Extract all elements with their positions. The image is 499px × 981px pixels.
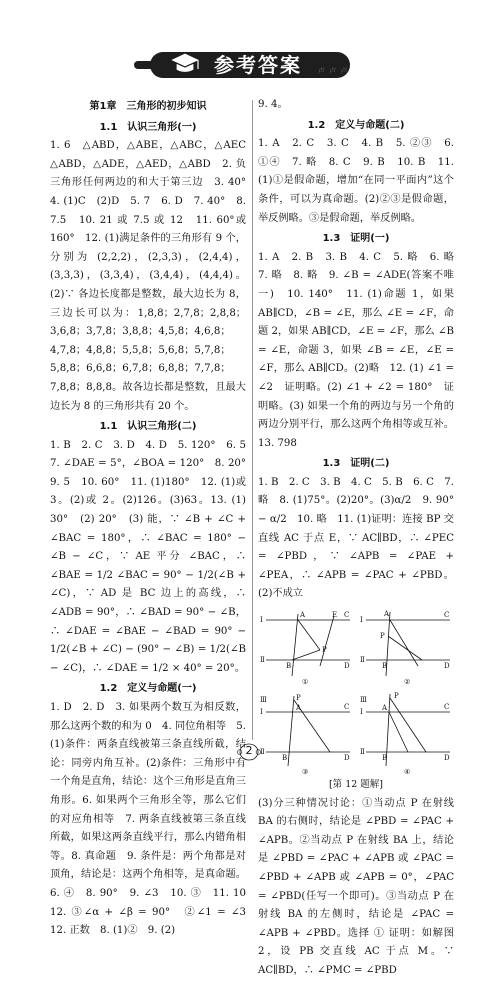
figure-label: Ⅲ (360, 696, 367, 705)
figure-label: C (344, 703, 350, 712)
figure-label: Ⅱ (260, 748, 265, 757)
figure-label: B (382, 662, 388, 671)
figure-label: D (344, 754, 350, 763)
figure-label: ① (302, 678, 309, 687)
figure-label: Ⅰ (260, 708, 263, 717)
page-number-text: 2 (245, 744, 253, 757)
graduation-cap-icon (168, 50, 202, 78)
section-answers: 1. D 2. D 3. 如果两个数互为相反数，那么这两个数的和为 0 4. 同位角相等 5. (1)条件：两条直线被第三条直线所截，结论：同旁内角互补。(2)条件：三角形中有一个角是直角，结论：这个三角形是直角三角形。6. 如果两个三角形全等，那么它们的对应角相等 7. 两条直线被第三条直线所截，如果这两条直线平行，那么内错角相等。8. 真命题 9. 条件是：两个角都是对顶角，结论是：这两个角相等，是真命题。6. ④ 8. 90° 9. ∠3 10. ③ 11. 10 12. ③∠α + ∠β = 90° ②∠1 = ∠3 12. 正数 8. (1)② 9. (2) (50, 702, 257, 937)
figure-label: C (444, 611, 450, 620)
geometry-figures (258, 606, 454, 776)
figure-label: Ⅱ (260, 656, 265, 665)
parallel-lines-diagram (258, 606, 454, 776)
section-heading: 1.2 定义与命题(一) (99, 683, 197, 695)
figure-label: A (296, 704, 302, 713)
figure-label: A (300, 611, 306, 620)
figure-label: A (384, 610, 390, 619)
section-heading: 1.1 认识三角形(二) (99, 421, 197, 433)
section-heading: 1.1 认识三角形(一) (99, 121, 197, 133)
section-answers: 1. A 2. C 3. C 4. B 5. ②③ 6. ①④ 7. 略 8. C 9. B 10. B 11. (1)①是假命题，增加“在同一平面内”这个条件，可以为真命题。(2)②③是假命题，举反例略。③是假命题，举反例略。 (258, 138, 454, 224)
figure-label: B (382, 754, 388, 763)
answer-key-banner (0, 0, 499, 92)
figure-caption: [第 12 题解] (328, 779, 384, 791)
figure-label: D (444, 662, 450, 671)
figure-label: P (296, 694, 301, 703)
column-divider (252, 100, 253, 740)
figure-label: D (344, 662, 350, 671)
section-answers: 1. B 2. C 3. D 4. D 5. 120° 6. 5 7. ∠DAE = 5°，∠BOA = 120° 8. 20° 9. 5 10. 60° 11. (1)180° 12. (1)或 3。(2)或 2。(2)126。(3)63。13. (1) 30° (2) 20° (3) 能，∵ ∠B + ∠C + ∠BAC = 180°，∴ ∠BAC = 180° − ∠B − ∠C，∵ AE 平分 ∠BAC，∴ ∠BAE = 1/2 ∠BAC = 90° − 1/2(∠B + ∠C)，∵ AD 是 BC 边上的高线，∴ ∠ADB = 90°，∴ ∠BAD = 90° − ∠B，∴ ∠DAE = ∠BAE − ∠BAD = 90° − 1/2(∠B + ∠C) − (90° − ∠B) = 1/2(∠B − ∠C)，∴ ∠DAE = 1/2 × 40° = 20°。 (50, 439, 257, 674)
figure-label: A (382, 704, 388, 713)
left-column (50, 96, 257, 941)
section-heading: 1.3 证明(二) (322, 458, 390, 470)
section-answers: 1. B 2. C 3. B 4. C 5. B 6. C 7. 略 8. (1)75°。(2)20°。(3)α/2 9. 90° − α/2 10. 略 11. (1)证明：连接 BP 交直线 AC 于点 E，∵ AC∥BD，∴ ∠PEC = ∠PBD，∵ ∠APB = ∠PAE + ∠PEA，∴ ∠APB = ∠PAC + ∠PBD。(2)不成立 (258, 476, 454, 600)
banner-decoration: 卢 卢 卢 (318, 67, 349, 75)
figure-label: ② (404, 678, 411, 687)
figure-label: ③ (302, 768, 309, 777)
figure-label: P (394, 692, 399, 701)
figure-label: Ⅰ (360, 708, 363, 717)
section-heading: 1.3 证明(一) (322, 233, 390, 245)
figure-label: ④ (404, 768, 411, 777)
figure-label: Ⅰ (360, 616, 363, 625)
figure-label: P (322, 646, 327, 655)
figure-label: C (444, 703, 450, 712)
figure-label: B (286, 662, 292, 671)
right-column (258, 96, 465, 981)
figure-label: Ⅱ (360, 656, 365, 665)
figure-label: Ⅱ (360, 748, 365, 757)
chapter-heading: 第1章 三角形的初步知识 (89, 101, 207, 112)
page-title: 参考答案 (214, 53, 302, 77)
figure-label: E (332, 611, 338, 620)
section-answers: 1. 6 △ABD，△ABE，△ABC，△AEC △ABD，△ADE，△AED，△ABD 2. 负 三角形任何两边的和大于第三边 3. 40° 4. (1)C (2)D 5. 7 6. D 7. 40° 8. 7.5 10. 21 或 7.5 或 12 11. 60°或 160° 12. (1)满足条件的三角形有 9 个，分别为 (2,2,2)，(2,3,3)，(2,4,4)，(3,3,3)，(3,3,4)，(3,4,4)，(4,4,4)。(2)∵ 各边长度都是整数，最大边长为 8，三边长可以为：1,8,8；2,7,8；2,8,8；3,6,8；3,7,8；3,8,8；4,5,8；4,6,8；4,7,8；4,8,8；5,5,8；5,6,8；5,7,8；5,8,8；6,6,8；6,7,8；6,8,8；7,7,8；7,8,8；8,8,8。故各边长都是整数，且最大边长为 8 的三角形共有 20 个。 (50, 140, 257, 412)
page-number (236, 742, 262, 762)
figure-label: Ⅲ (260, 696, 267, 705)
section-heading: 1.2 定义与命题(二) (307, 119, 405, 131)
answer-line: 9. 4。 (258, 99, 288, 110)
section-answers: 1. A 2. B 3. B 4. C 5. 略 6. 略 7. 略 8. 略 9. ∠B = ∠ADE(答案不唯一) 10. 140° 11. (1)命题 1，如果 AB∥CD，∠B = ∠E，那么 ∠E = ∠F，命题 2，如果 AB∥CD，∠E = ∠F，那么 ∠B = ∠E，命题 3，如果 ∠B = ∠E，∠E = ∠F，那么 AB∥CD。(2)略 12. (1) ∠1 = ∠2 证明略。(2) ∠1 + ∠2 = 180° 证明略。(3) 如果一个角的两边与另一个角的两边分别平行，那么这两个角相等或互补。13. 798 (258, 251, 465, 449)
figure-label: B (282, 754, 288, 763)
figure-label: P (380, 632, 385, 641)
figure-label: Ⅰ (260, 616, 263, 625)
figure-label: D (444, 754, 450, 763)
section-answers: (3)分三种情况讨论：①当动点 P 在射线 BA 的右侧时，结论是 ∠PBD = ∠PAC + ∠APB。②当动点 P 在射线 BA 上，结论是 ∠PBD = ∠PAC + ∠APB 或 ∠PAC = ∠PBD + ∠APB 或 ∠APB = 0°，∠PAC = ∠PBD(任写一个即可)。③当动点 P 在射线 BA 的左侧时，结论是 ∠PAC = ∠APB + ∠PBD。选择 ① 证明：如解图 2，设 PB 交直线 AC 于点 M。∵ AC∥BD，∴ ∠PMC = ∠PBD (258, 797, 454, 976)
figure-label: C (344, 611, 350, 620)
